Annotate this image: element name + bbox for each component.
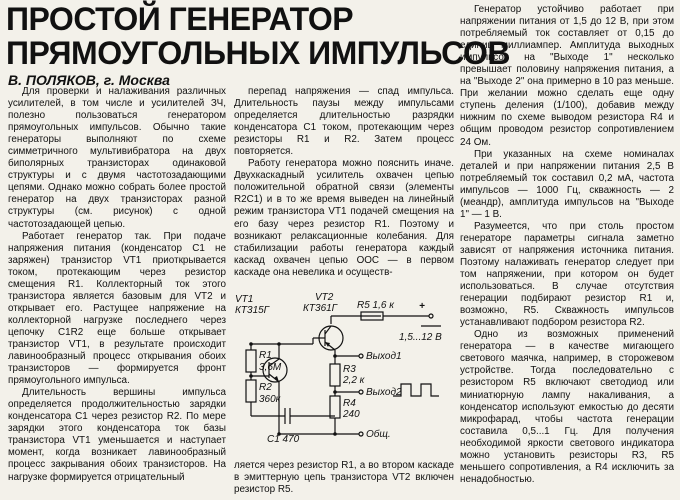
column-1	[8, 86, 226, 484]
r1-ref: R1	[259, 350, 272, 361]
title-line-2: ПРЯМОУГОЛЬНЫХ ИМПУЛЬСОВ	[6, 35, 510, 71]
vt2-part: КТ361Г	[303, 303, 338, 314]
byline: В. ПОЛЯКОВ, г. Москва	[8, 72, 170, 88]
paragraph: При указанных на схеме номиналах деталей и при напряжении питания 2,5 В потребляемый ток составил 0,2 мА, частота импульсов — 1000 Гц, скважность — 2 (меандр), амплитуда импульсов на "Выходе 1" — 1 В.	[460, 148, 674, 220]
paragraph: Работу генератора можно пояснить иначе. Двухкаскадный усилитель охвачен цепью положительной обратной связи (элементы R2C1) и в то же время выведен на линейный режим транзистора VT1 подачей смещения на его базу через резистор R1. Поэтому и возникают релаксационные колебания. Для стабилизации работы генератора каждый каскад охвачен цепью ООС — в первом каскаде она невелика и осуществ-	[234, 158, 454, 278]
supply-voltage: 1,5...12 В	[399, 332, 442, 343]
paragraph: перепад напряжения — спад импульса. Длительность паузы между импульсами определяется длительностью разрядки конденсатора С1 током, протекающим через резисторы R1 и R2. Затем процесс повторяется.	[234, 86, 454, 158]
supply-plus: +	[419, 301, 425, 312]
title-line-1: ПРОСТОЙ ГЕНЕРАТОР	[6, 1, 354, 37]
r2-value: 360к	[259, 394, 281, 405]
paragraph: Генератор устойчиво работает при напряжении питания от 1,5 до 12 В, при этом потребляемый ток составляет от 0,15 до единиц миллиампер. Амплитуда выходных импульсов на "Выходе 1" несколько превышает половину напряжения питания, а на "Выходе 2" она примерно в 10 раз меньше. При желании можно сделать еще одну ступень деления (1/100), добавив между нижним по схеме выводом резистора R4 и общим проводом резистор сопротивлением 24 Ом.	[460, 4, 674, 148]
paragraph: Для проверки и налаживания различных усилителей, в том числе и усилителей ЗЧ, полезно пользоваться генератором прямоугольных импульсов. Обычно такие генераторы выполняют по схеме симметричного мультивибратора на двух биполярных транзисторах одинаковой структуры и с двумя частотозадающими цепями. Однако можно собрать более простой генератор на двух транзисторах разной структуры (см. рисунок) с одной частотозадающей цепью.	[8, 86, 226, 230]
paragraph: Длительность вершины импульса определяется продолжительностью зарядки конденсатора С1 через резистор R2. По мере зарядки этого конденсатора ток базы транзистора VT1 уменьшается и наступает момент, когда возникает лавинообразный процесс закрывания обоих транзисторов. На нагрузке формируется отрицательный	[8, 387, 226, 483]
r4-ref: R4	[343, 398, 356, 409]
paragraph: ляется через резистор R1, а во втором каскаде в эмиттерную цепь транзистора VT2 включен резистор R5.	[234, 460, 454, 496]
vt1-part: КТ315Г	[235, 305, 270, 316]
common-label: Общ.	[366, 429, 391, 440]
c1-label: С1 470	[267, 434, 300, 445]
column-3	[460, 4, 674, 486]
vt1-label: VT1	[235, 294, 254, 305]
vt2-label: VT2	[315, 292, 334, 303]
r3-ref: R3	[343, 364, 356, 375]
r4-value: 240	[343, 409, 360, 420]
output-1-label: Выход1	[366, 351, 402, 362]
circuit-schematic	[233, 292, 455, 456]
column-2-continuation	[234, 460, 454, 496]
r2-ref: R2	[259, 382, 272, 393]
paragraph: Работает генератор так. При подаче напряжения питания (конденсатор С1 не заряжен) транзистор VT1 приоткрывается током, протекающим через резистор смещения R1. Коллекторный ток этого транзистора является базовым для VT2 и открывает его. Растущее напряжение на коллекторной нагрузке последнего через цепочку C1R2 еще больше открывает транзистор VT1, в результате происходит лавинообразный процесс открывания обоих транзисторов — формируется фронт прямоугольного импульса.	[8, 230, 226, 387]
r5-label: R5 1,6 к	[357, 300, 394, 311]
r1-value: 3,6М	[259, 362, 282, 373]
article-title	[6, 2, 510, 70]
output-2-label: Выход2	[366, 387, 402, 398]
paragraph: Разумеется, что при столь простом генераторе параметры сигнала заметно зависят от напряжения источника питания. Поэтому налаживать генератор следует при том напряжении, при котором он будет использоваться. В случае отсутствия генерации подбирают резистор R1 и, возможно, R5. Скважность импульсов устанавливают подбором резистора R2.	[460, 220, 674, 329]
r3-value: 2,2 к	[343, 375, 365, 386]
column-2	[234, 86, 454, 279]
paragraph: Одно из возможных применений генератора — в качестве мигающего светового маячка, например, в сторожевом устройстве. Тогда последовательно с резистором R5 включают светодиод или миниатюрную лампу накаливания, а конденсатор используют емкостью до десяти микрофарад, чтобы частота генерации составила 0,5...1 Гц. Для получения необходимой яркости светового индикатора можно установить резисторы R3, R5 меньшего сопротивления, а R4 исключить за ненадобностью.	[460, 329, 674, 485]
